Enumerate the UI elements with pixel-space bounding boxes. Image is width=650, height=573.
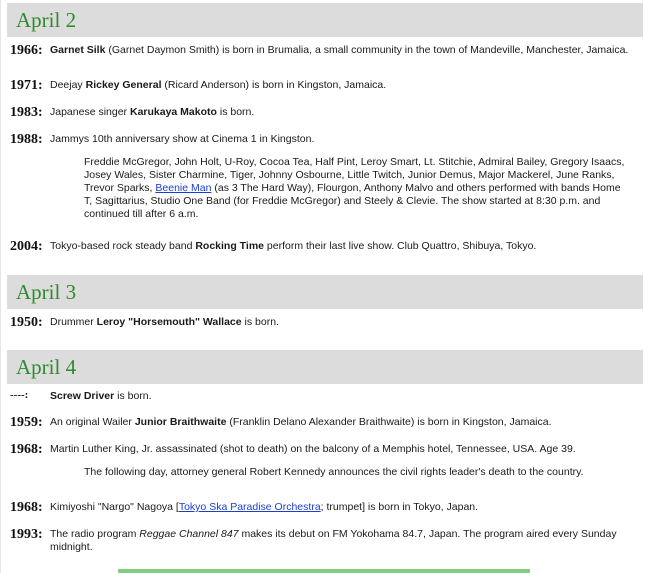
- entry-year: 1950:: [10, 315, 43, 330]
- section-header-april-3: April 3: [7, 275, 643, 309]
- entry-text: Japanese singer Karukaya Makoto is born.: [50, 106, 255, 118]
- entry-text: The radio program Reggae Channel 847 makes its debut on FM Yokohama 84.7, Japan. The program aired every Sunday midnight.: [50, 528, 617, 553]
- entry-1959: [10, 415, 630, 429]
- entry-year: 1968:: [10, 442, 43, 457]
- entry-text: Jammys 10th anniversary show at Cinema 1 in Kingston.: [50, 133, 315, 145]
- artist-name: Screw Driver: [50, 390, 115, 402]
- entry-detail: Freddie McGregor, John Holt, U-Roy, Cocoa Tea, Half Pint, Leroy Smart, Lt. Stitchie, Admiral Bailey, Gregory Isaacs, Josey Wales, Sister Charmine, Tiger, Johnny Osbourne, Little Twitch, Junior Demus, Major Mackerel, June Ranks, Trevor Sparks, Beenie Man (as 3 The Hard Way), Flourgon, Anthony Malvo and others performed with bands Home T, Sagittarius, Studio One Band (for Freddie McGregor) and Steely & Clevie. The show started at 8:30 p.m. and continued till after 6 a.m.: [84, 156, 625, 220]
- entry-detail: The following day, attorney general Robert Kennedy announces the civil rights leader's death to the country.: [84, 466, 584, 478]
- entry-year: 1983:: [10, 105, 43, 120]
- entry-text: Martin Luther King, Jr. assassinated (shot to death) on the balcony of a Memphis hotel, Tennessee, USA. Age 39.: [50, 443, 576, 455]
- entry-1993: [10, 527, 630, 554]
- entry-year: 1988:: [10, 132, 43, 147]
- artist-name: Garnet Silk: [50, 44, 106, 56]
- entry-year: 1971:: [10, 78, 43, 93]
- artist-name: Karukaya Makoto: [129, 106, 217, 118]
- entry-text: Deejay Rickey General (Ricard Anderson) is born in Kingston, Jamaica.: [50, 79, 387, 91]
- entry-year: 1993:: [10, 527, 43, 542]
- entry-2004: [10, 239, 630, 253]
- entry-unknown-year: [10, 389, 630, 403]
- entry-1988: [10, 132, 630, 221]
- entry-text: Garnet Silk (Garnet Daymon Smith) is born in Brumalia, a small community in the town of Mandeville, Manchester, Jamaica.: [50, 44, 629, 56]
- footer-divider: [118, 569, 530, 573]
- tokyo-ska-paradise-orchestra-link[interactable]: Tokyo Ska Paradise Orchestra: [178, 501, 321, 513]
- artist-name: Rickey General: [85, 79, 162, 91]
- entry-text: An original Wailer Junior Braithwaite (Franklin Delano Alexander Braithwaite) is born in Kingston, Jamaica.: [50, 416, 552, 428]
- entry-year: ----:: [10, 389, 29, 401]
- program-title: Reggae Channel 847: [139, 528, 239, 540]
- artist-name: Junior Braithwaite: [134, 416, 227, 428]
- entry-year: 1966:: [10, 43, 43, 58]
- section-header-april-2: April 2: [7, 3, 643, 37]
- entry-text: Kimiyoshi "Nargo" Nagoya [Tokyo Ska Paradise Orchestra; trumpet] is born in Tokyo, Japan.: [50, 501, 479, 513]
- beenie-man-link[interactable]: Beenie Man: [155, 182, 212, 194]
- left-divider: [0, 0, 1, 573]
- entry-1968-nargo: [10, 500, 630, 514]
- entry-year: 1959:: [10, 415, 43, 430]
- entry-text: Screw Driver is born.: [50, 390, 152, 402]
- entry-1983: [10, 105, 630, 119]
- entry-year: 1968:: [10, 500, 43, 515]
- artist-name: Leroy "Horsemouth" Wallace: [96, 316, 242, 328]
- entry-1968-mlk: [10, 442, 630, 479]
- entry-text: Tokyo-based rock steady band Rocking Time perform their last live show. Club Quattro, Shibuya, Tokyo.: [50, 240, 537, 252]
- section-header-april-4: April 4: [7, 350, 643, 384]
- band-name: Rocking Time: [195, 240, 264, 252]
- entry-1966: [10, 43, 630, 57]
- entry-1971: [10, 78, 630, 92]
- entry-1950: [10, 315, 630, 329]
- entry-text: Drummer Leroy "Horsemouth" Wallace is born.: [50, 316, 279, 328]
- entry-year: 2004:: [10, 239, 43, 254]
